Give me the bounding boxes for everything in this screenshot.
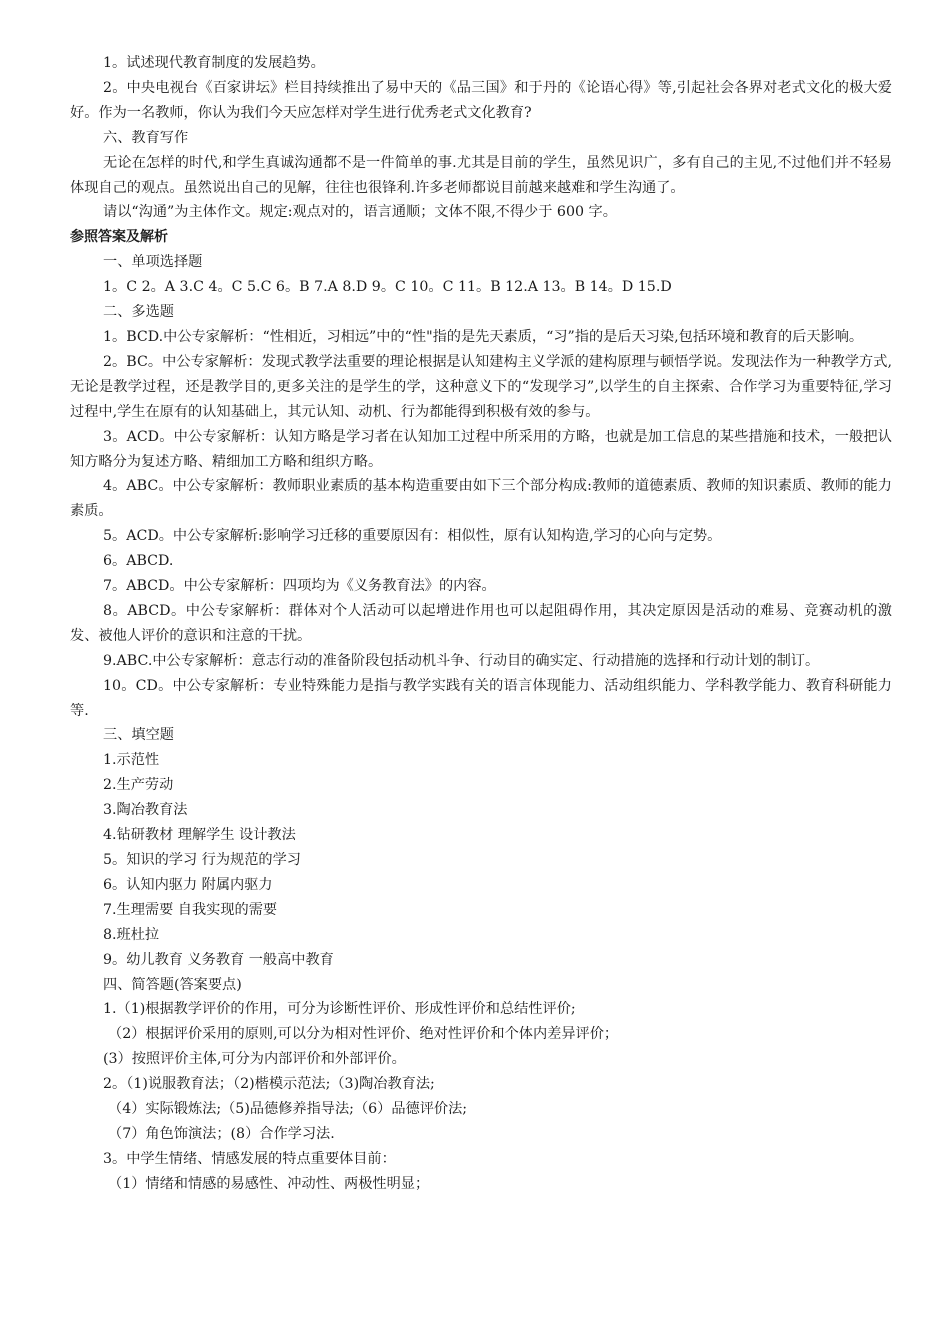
fill-blank-answer: 5。知识的学习 行为规范的学习 [103, 852, 301, 868]
writing-prompt: 无论在怎样的时代,和学生真诚沟通都不是一件简单的事.尤其是目前的学生，虽然见识广，多有自己的主见,不过他们并不轻易体现自己的观点。虽然说出自己的见解，往往也很锋利.许多老师都说目前越来越难和学生沟通了。 [70, 154, 892, 196]
fill-blank-answer: 9。幼儿教育 义务教育 一般高中教育 [103, 951, 334, 968]
question-paragraph: 2。中央电视台《百家讲坛》栏目持续推出了易中天的《品三国》和于丹的《论语心得》等,引起社会各界对老式文化的极大爱好。作为一名教师，你认为我们今天应怎样对学生进行优秀老式文化教育? [70, 79, 892, 121]
question-paragraph: 1。试述现代教育制度的发展趋势。 [103, 55, 325, 71]
section-title-multi-choice: 二、多选题 [103, 304, 174, 321]
multi-choice-answer: 9.ABC.中公专家解析：意志行动的准备阶段包括动机斗争、行动目的确实定、行动措施的选择和行动计划的制订。 [103, 652, 820, 669]
short-answer-line: （7）角色饰演法；(8）合作学习法. [108, 1125, 335, 1142]
document-body [70, 51, 892, 1197]
fill-blank-answer: 6。认知内驱力 附属内驱力 [103, 876, 273, 893]
writing-requirement: 请以“沟通”为主体作文。规定:观点对的，语言通顺；文体不限,不得少于 600 字。 [103, 204, 617, 221]
short-answer-line: 1.（1)根据教学评价的作用，可分为诊断性评价、形成性评价和总结性评价; [103, 1001, 576, 1018]
short-answer-line: (3）按照评价主体,可分为内部评价和外部评价。 [103, 1051, 406, 1068]
fill-blank-answer: 2.生产劳动 [103, 777, 174, 794]
answers-heading: 参照答案及解析 [70, 229, 168, 246]
multi-choice-answer: 8。ABCD。中公专家解析：群体对个人活动可以起增进作用也可以起阻碍作用，其决定原因是活动的难易、竞赛动机的激发、被他人评价的意识和注意的干扰。 [70, 602, 892, 644]
short-answer-line: （4）实际锻炼法;（5)品德修养指导法;（6）品德评价法; [108, 1101, 468, 1118]
multi-choice-answer: 2。BC。中公专家解析：发现式教学法重要的理论根据是认知建构主义学派的建构原理与顿悟学说。发现法作为一种教学方式,无论是教学过程，还是教学目的,更多关注的是学生的学，这种意义下的“发现学习”,以学生的自主探索、合作学习为重要特征,学习过程中,学生在原有的认知基础上，其元认知、动机、行为都能得到积极有效的参与。 [70, 353, 892, 420]
multi-choice-answer: 6。ABCD. [103, 553, 174, 570]
single-choice-answers: 1。C 2。A 3.C 4。C 5.C 6。B 7.A 8.D 9。C 10。C 11。B 12.A 13。B 14。D 15.D [103, 279, 672, 296]
section-title-fill-blank: 三、填空题 [103, 727, 174, 744]
section-title-single-choice: 一、单项选择题 [103, 254, 203, 271]
fill-blank-answer: 8.班杜拉 [103, 926, 160, 943]
short-answer-line: 2。（1)说服教育法；（2)楷模示范法;（3)陶冶教育法; [103, 1076, 435, 1093]
multi-choice-answer: 7。ABCD。中公专家解析：四项均为《义务教育法》的内容。 [103, 578, 496, 595]
multi-choice-answer: 1。BCD.中公专家解析：“性相近，习相远”中的“性"指的是先天素质，“习”指的是后天习染,包括环境和教育的后天影响。 [103, 328, 864, 345]
multi-choice-answer: 10。CD。中公专家解析：专业特殊能力是指与教学实践有关的语言体现能力、活动组织能力、学科教学能力、教育科研能力等. [70, 677, 892, 719]
short-answer-line: （1）情绪和情感的易感性、冲动性、两极性明显； [108, 1175, 430, 1192]
multi-choice-answer: 5。ACD。中公专家解析:影响学习迁移的重要原因有：相似性，原有认知构造,学习的心向与定势。 [103, 528, 722, 545]
short-answer-line: （2）根据评价采用的原则,可以分为相对性评价、绝对性评价和个体内差异评价； [108, 1026, 619, 1043]
short-answer-line: 3。中学生情绪、情感发展的特点重要体目前： [103, 1150, 396, 1167]
multi-choice-answer: 3。ACD。中公专家解析：认知方略是学习者在认知加工过程中所采用的方略，也就是加工信息的某些措施和技术，一般把认知方略分为复述方略、精细加工方略和组织方略。 [70, 428, 892, 470]
section-title-short-answer: 四、简答题(答案要点) [103, 976, 242, 993]
section-title-writing: 六、教育写作 [103, 129, 189, 146]
fill-blank-answer: 7.生理需要 自我实现的需要 [103, 901, 278, 918]
short-answer-block [70, 997, 892, 1196]
fill-blank-answer: 1.示范性 [103, 752, 160, 769]
fill-blank-answer: 3.陶冶教育法 [103, 802, 188, 819]
fill-blank-answer: 4.钻研教材 理解学生 设计教法 [103, 827, 296, 844]
multi-choice-answer: 4。ABC。中公专家解析：教师职业素质的基本构造重要由如下三个部分构成:教师的道德素质、教师的知识素质、教师的能力素质。 [70, 478, 892, 520]
